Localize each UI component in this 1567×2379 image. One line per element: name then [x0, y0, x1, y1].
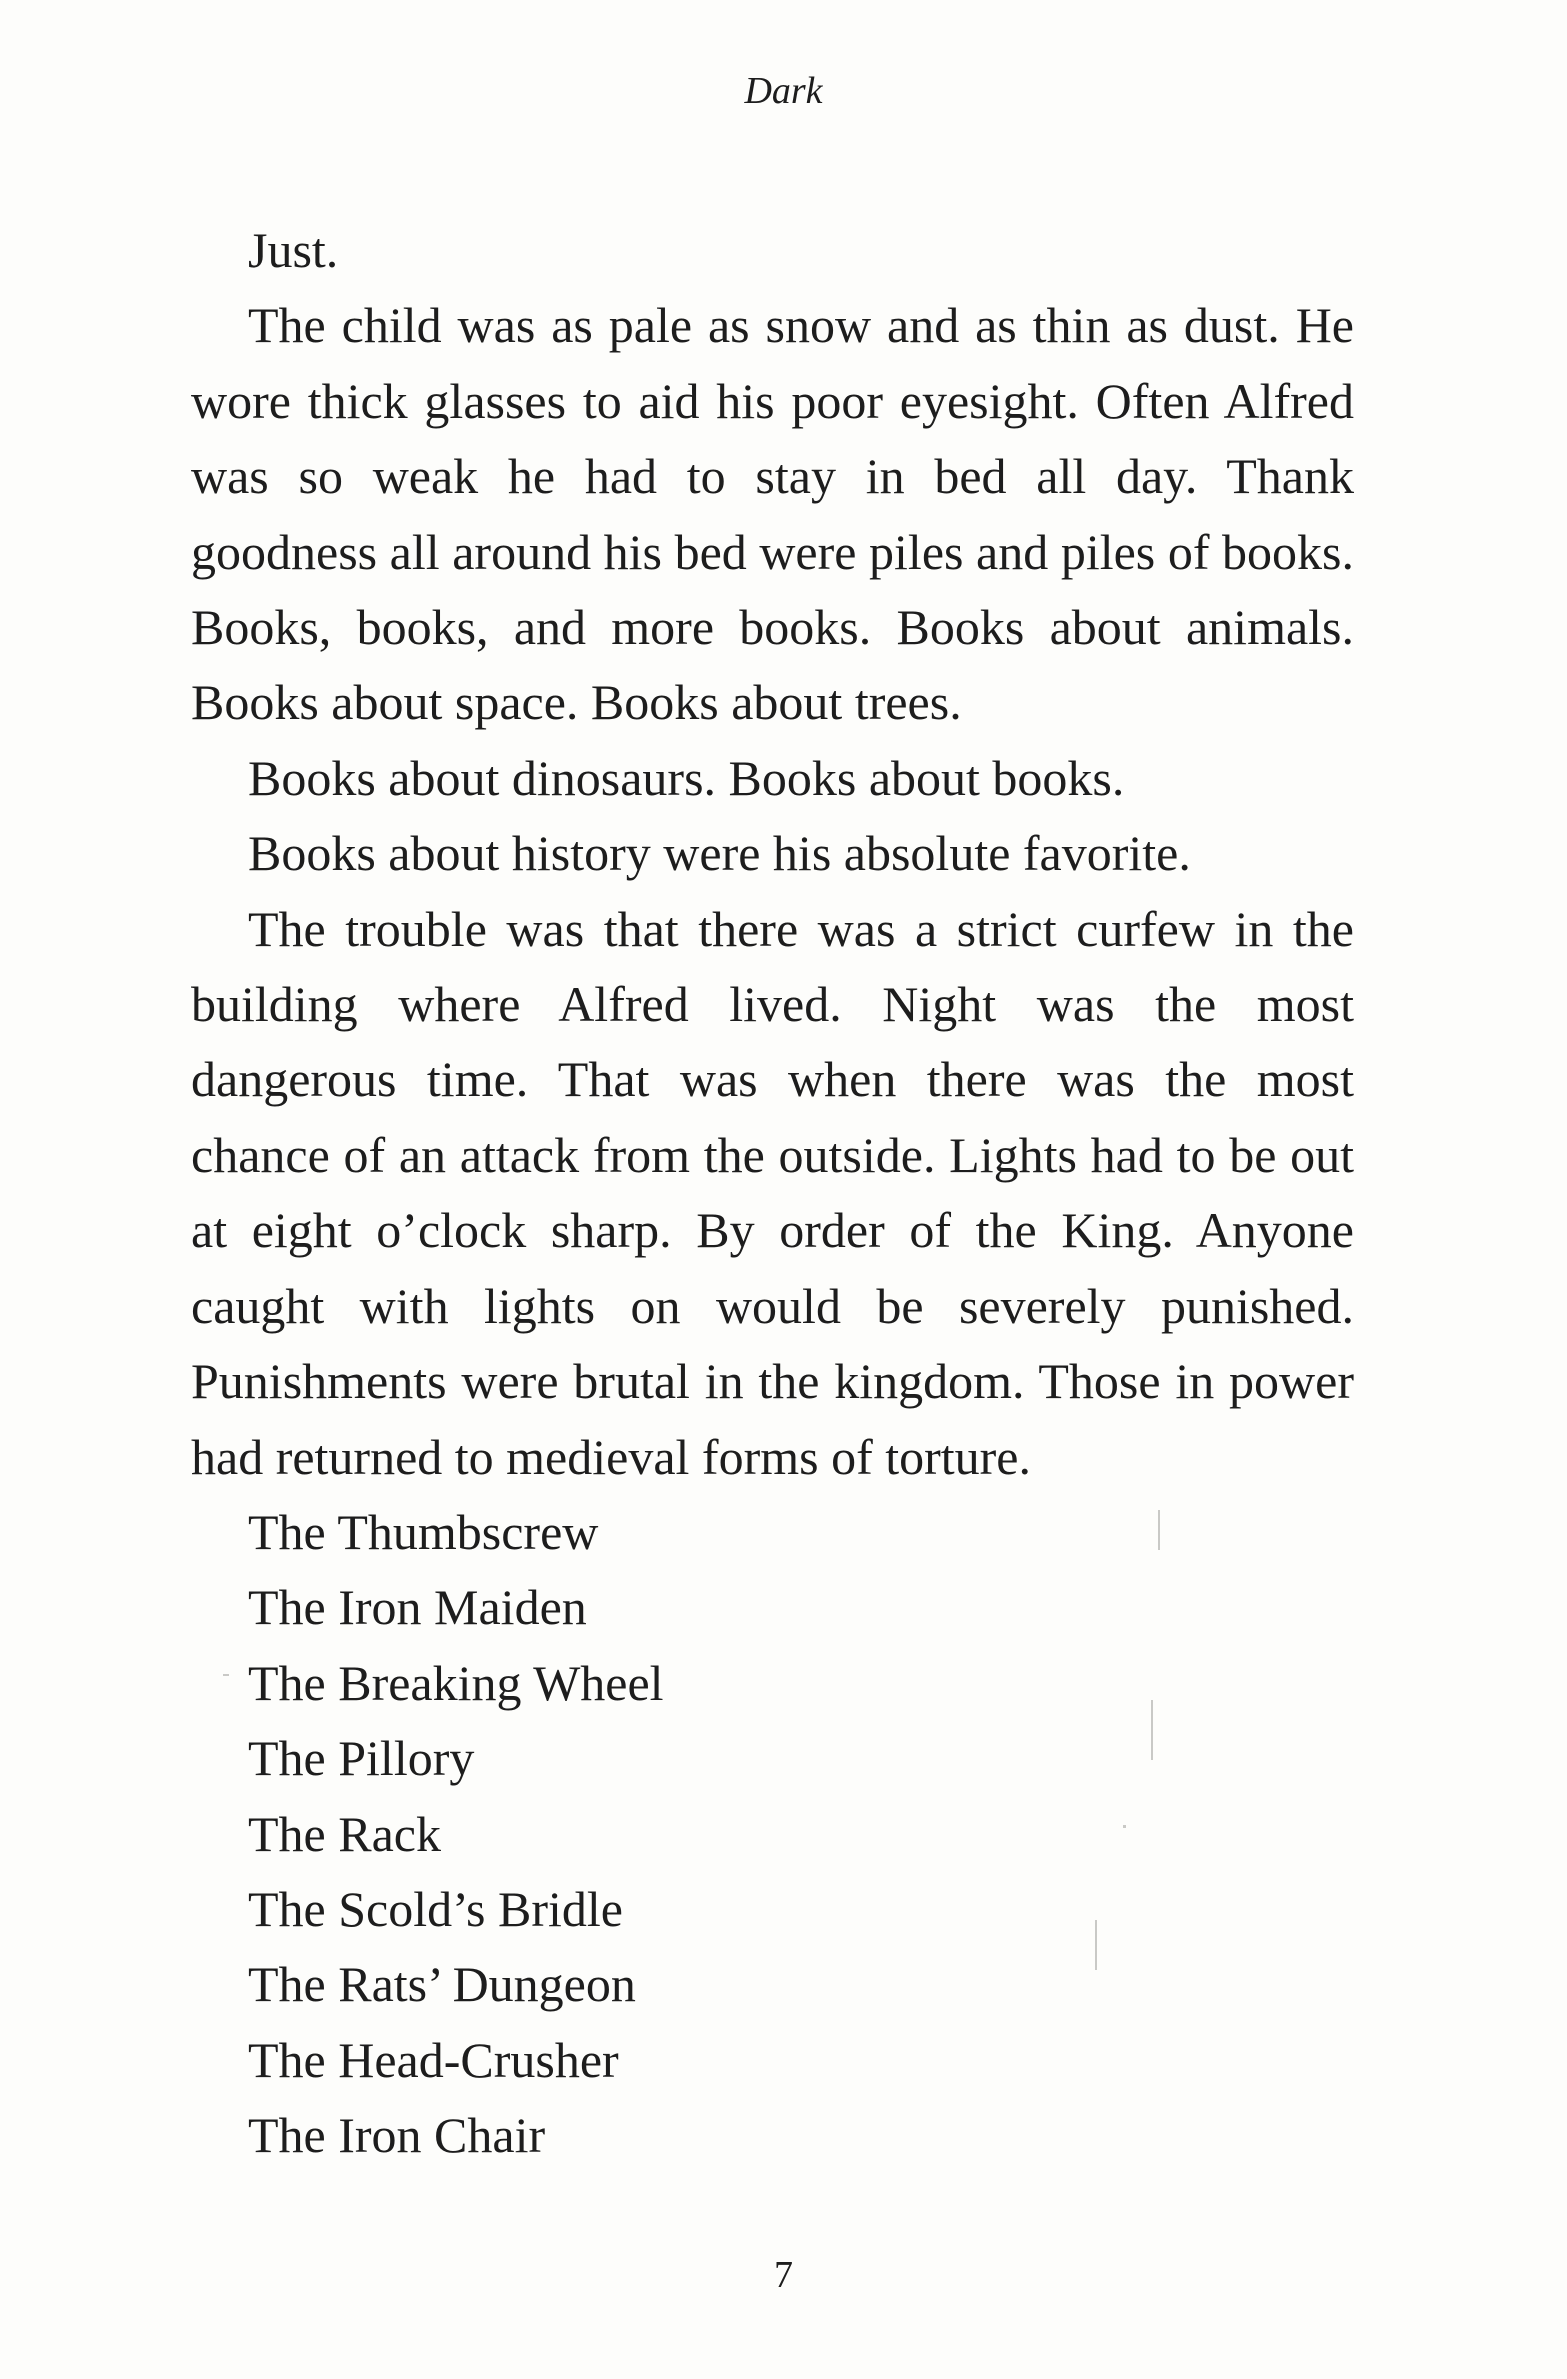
torture-list: [191, 1495, 1354, 2174]
list-item: The Rats’ Dungeon: [248, 1956, 636, 2013]
scan-mark: [1151, 1700, 1153, 1760]
paragraph: The trouble was that there was a strict curfew in the building where Alfred lived. Night was the most dangerous time. That was when there was the most chance of an attack from the outside. Lights had to be out at eight o’clock sharp. By order of the King. Anyone caught with lights on would be severely punished. Punishments were brutal in the kingdom. Those in power had returned to medieval forms of torture.: [191, 900, 1354, 1485]
list-item: The Pillory: [248, 1730, 475, 1787]
list-item: The Rack: [248, 1805, 441, 1862]
paragraph: Just.: [248, 222, 339, 278]
scan-mark: [1095, 1920, 1097, 1970]
running-head: Dark: [744, 70, 823, 112]
body-text: [191, 213, 1354, 2174]
scan-mark: [223, 1674, 229, 1676]
scan-mark: [1158, 1510, 1160, 1550]
scan-mark: [1123, 1825, 1126, 1828]
page-number: 7: [774, 2254, 793, 2296]
list-item: The Head-Crusher: [248, 2031, 619, 2088]
list-item: The Iron Chair: [248, 2107, 546, 2164]
list-item: The Breaking Wheel: [248, 1654, 664, 1711]
list-item: The Iron Maiden: [248, 1579, 587, 1636]
list-item: The Scold’s Bridle: [248, 1880, 623, 1937]
paragraph: Books about history were his absolute favorite.: [248, 825, 1191, 882]
list-item: The Thumbscrew: [248, 1503, 599, 1560]
paragraph: Books about dinosaurs. Books about books.: [248, 749, 1125, 806]
paragraph: The child was as pale as snow and as thin as dust. He wore thick glasses to aid his poor eyesight. Often Alfred was so weak he had to stay in bed all day. Thank goodness all around his bed were piles and piles of books. Books, books, and more books. Books about animals. Books about space. Books about trees.: [191, 297, 1354, 731]
